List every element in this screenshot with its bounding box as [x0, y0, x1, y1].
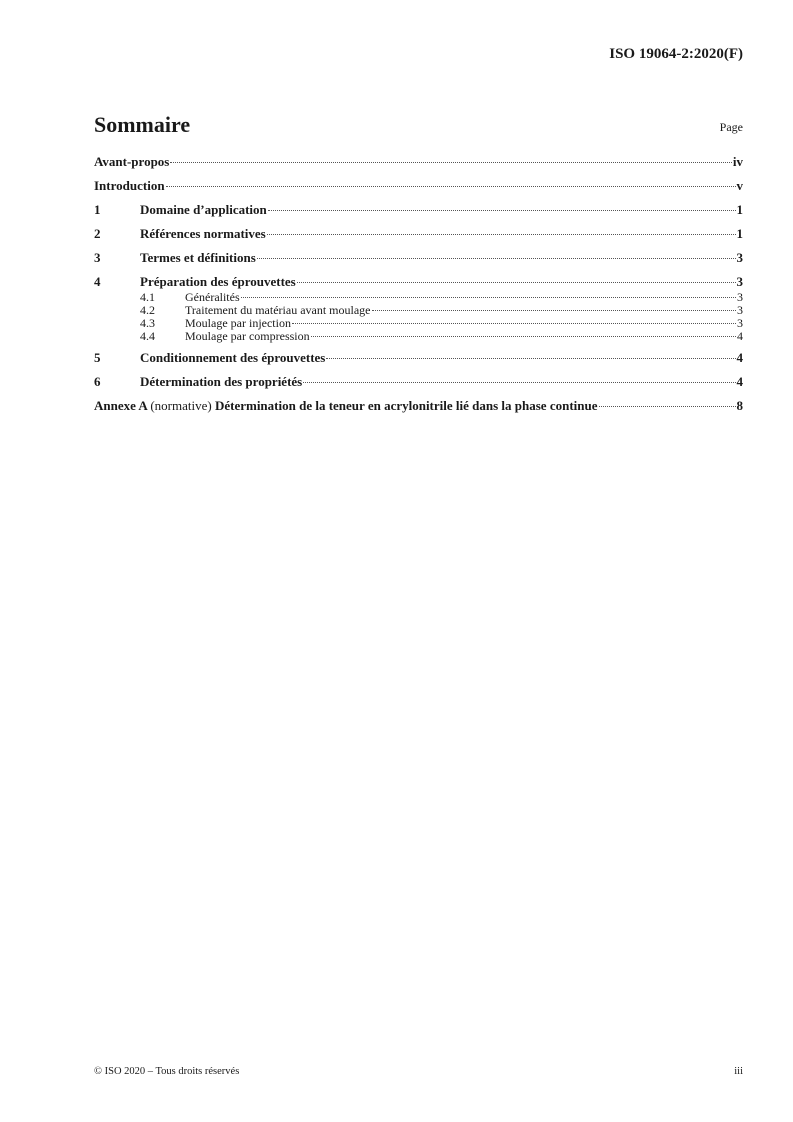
toc-entry-page: 4 — [736, 350, 743, 365]
toc-entry-page: 1 — [736, 226, 743, 241]
toc-entry-label: Domaine d’application — [140, 202, 267, 217]
toc-entry-page: 4 — [736, 374, 743, 389]
toc-entry-number: 6 — [94, 374, 101, 389]
toc-subentry-number: 4.3 — [140, 316, 155, 330]
dot-leader — [599, 406, 736, 407]
toc-entry-page: 1 — [736, 202, 743, 217]
dot-leader — [311, 336, 736, 337]
footer-page-number: iii — [734, 1066, 743, 1077]
toc-entry-page: iv — [732, 154, 743, 169]
toc-entry-6[interactable] — [94, 374, 743, 390]
dot-leader — [297, 282, 736, 283]
toc-entry-label: Termes et définitions — [140, 250, 256, 265]
toc-entry-page: 8 — [736, 398, 743, 413]
annex-qualifier: (normative) — [150, 398, 212, 413]
footer-copyright: © ISO 2020 – Tous droits réservés — [94, 1066, 240, 1077]
toc-subentry-4-2[interactable] — [94, 303, 743, 316]
toc-entry-1[interactable] — [94, 202, 743, 218]
toc-subentry-page: 3 — [737, 290, 743, 304]
toc-subentry-label: Moulage par injection — [185, 316, 291, 330]
dot-leader — [326, 358, 735, 359]
toc-subentry-4-1[interactable] — [94, 290, 743, 303]
dot-leader — [257, 258, 736, 259]
toc-entry-number: 3 — [94, 250, 101, 265]
annex-label — [94, 398, 598, 414]
toc-subentry-number: 4.2 — [140, 303, 155, 317]
toc-subentry-label: Moulage par compression — [185, 329, 310, 343]
dot-leader — [372, 310, 736, 311]
toc-entry-page: v — [736, 178, 743, 193]
toc-entry-label: Références normatives — [140, 226, 266, 241]
dot-leader — [170, 162, 732, 163]
toc-entry-number: 2 — [94, 226, 101, 241]
page-column-label: Page — [719, 120, 743, 134]
header-document-code: ISO 19064-2:2020(F) — [609, 46, 743, 62]
annex-title: Détermination de la teneur en acrylonitrile lié dans la phase continue — [214, 398, 598, 413]
toc-subentry-page: 4 — [737, 329, 743, 343]
dot-leader — [166, 186, 736, 187]
toc-entry-3[interactable] — [94, 250, 743, 266]
dot-leader — [303, 382, 735, 383]
toc-subentry-label: Généralités — [185, 290, 240, 304]
toc-subentry-label: Traitement du matériau avant moulage — [185, 303, 371, 317]
toc-subentry-number: 4.4 — [140, 329, 155, 343]
toc-subentry-number: 4.1 — [140, 290, 155, 304]
dot-leader — [241, 297, 736, 298]
toc-subentry-4-3[interactable] — [94, 316, 743, 329]
toc-subentry-page: 3 — [737, 316, 743, 330]
toc-entry-label: Conditionnement des éprouvettes — [140, 350, 326, 365]
table-of-contents — [94, 154, 743, 414]
toc-entry-annex-a[interactable] — [94, 398, 743, 414]
toc-entry-2[interactable] — [94, 226, 743, 242]
toc-entry-avant-propos[interactable] — [94, 154, 743, 170]
toc-entry-label: Avant-propos — [94, 154, 170, 169]
dot-leader — [267, 234, 736, 235]
toc-entry-page: 3 — [736, 250, 743, 265]
page-title: Sommaire — [94, 112, 191, 137]
dot-leader — [268, 210, 736, 211]
toc-entry-4[interactable] — [94, 274, 743, 290]
toc-entry-number: 4 — [94, 274, 101, 289]
toc-entry-number: 5 — [94, 350, 101, 365]
toc-entry-label: Introduction — [94, 178, 165, 193]
toc-entry-label: Détermination des propriétés — [140, 374, 303, 389]
toc-subentry-page: 3 — [737, 303, 743, 317]
annex-prefix: Annexe A — [94, 398, 148, 413]
toc-entry-5[interactable] — [94, 350, 743, 366]
toc-entry-label: Préparation des éprouvettes — [140, 274, 296, 289]
toc-entry-page: 3 — [736, 274, 743, 289]
dot-leader — [292, 323, 736, 324]
toc-entry-introduction[interactable] — [94, 178, 743, 194]
toc-entry-number: 1 — [94, 202, 101, 217]
toc-subentry-4-4[interactable] — [94, 329, 743, 342]
